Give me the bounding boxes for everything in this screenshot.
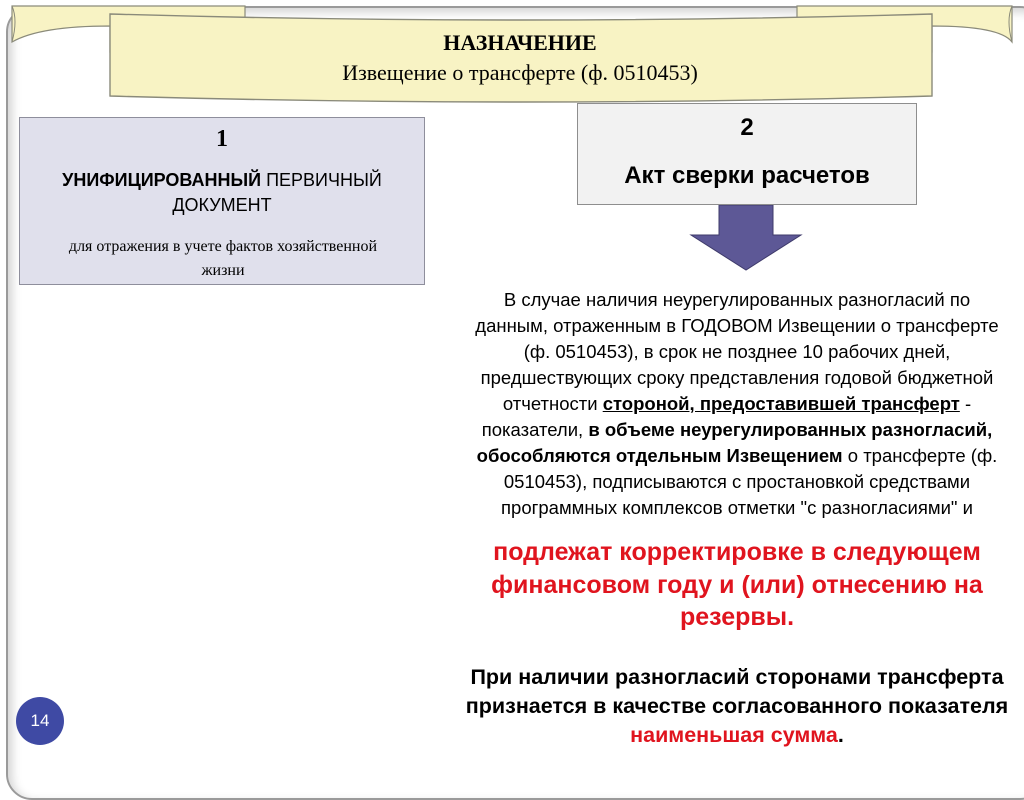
paragraph-text: отчетности <box>502 393 603 414</box>
card-title: Акт сверки расчетов <box>624 162 870 189</box>
paragraph-bold: в объеме неурегулированных разногласий, <box>588 419 993 440</box>
paragraph-bold: обособляются отдельным Извещением <box>476 445 843 466</box>
card-number: 2 <box>740 114 754 141</box>
conclusion-line <box>418 721 1024 750</box>
paragraph-line: предшествующих сроку представления годовой бюджетной <box>480 367 994 388</box>
conclusion-line: признается в качестве согласованного показателя <box>465 694 1009 718</box>
page-number-badge: 14 <box>16 697 64 745</box>
paragraph-line: данным, отраженным в ГОДОВОМ Извещении о трансферте <box>475 315 999 336</box>
paragraph-text: о трансферте (ф. <box>842 445 998 466</box>
card-description <box>26 235 420 283</box>
explanation-paragraph <box>418 287 1024 521</box>
paragraph-line <box>418 417 1024 443</box>
highlight-line: финансовом году и (или) отнесению на <box>491 570 983 599</box>
card-number: 1 <box>216 126 228 152</box>
conclusion-statement <box>418 663 1024 750</box>
highlight-line: подлежат корректировке в следующем <box>493 538 981 566</box>
card-heading-rest: ПЕРВИЧНЫЙ <box>261 170 382 190</box>
paragraph-line: В случае наличия неурегулированных разногласий по <box>503 289 971 310</box>
highlight-statement <box>418 536 1024 634</box>
conclusion-text: . <box>837 723 844 747</box>
card-description-line-1: для отражения в учете фактов хозяйственной <box>68 238 378 255</box>
document-card-1 <box>19 117 425 285</box>
card-description-line-2: жизни <box>201 262 245 279</box>
paragraph-line <box>418 443 1024 469</box>
document-card-2 <box>577 103 917 205</box>
paragraph-line: программных комплексов отметки "с разногласиями" и <box>501 497 973 518</box>
conclusion-highlight: наименьшая сумма <box>630 723 838 747</box>
paragraph-line <box>418 391 1024 417</box>
paragraph-text: показатели, <box>481 419 589 440</box>
highlight-line: резервы. <box>679 603 795 631</box>
card-heading-line-2: ДОКУМЕНТ <box>172 195 272 215</box>
card-heading-line-1 <box>20 170 424 191</box>
paragraph-underlined: стороной, предоставившей трансферт <box>602 393 960 414</box>
header-subtitle: Извещение о трансферте (ф. 0510453) <box>342 60 698 85</box>
card-heading-bold: УНИФИЦИРОВАННЫЙ <box>62 170 262 190</box>
paragraph-text: - <box>959 393 972 414</box>
down-arrow-icon <box>689 205 803 271</box>
paragraph-line: 0510453), подписываются с простановкой средствами <box>503 471 971 492</box>
conclusion-line: При наличии разногласий сторонами трансферта <box>470 665 1004 689</box>
header-title: НАЗНАЧЕНИЕ <box>443 30 597 55</box>
paragraph-line: (ф. 0510453), в срок не позднее 10 рабочих дней, <box>523 341 951 362</box>
